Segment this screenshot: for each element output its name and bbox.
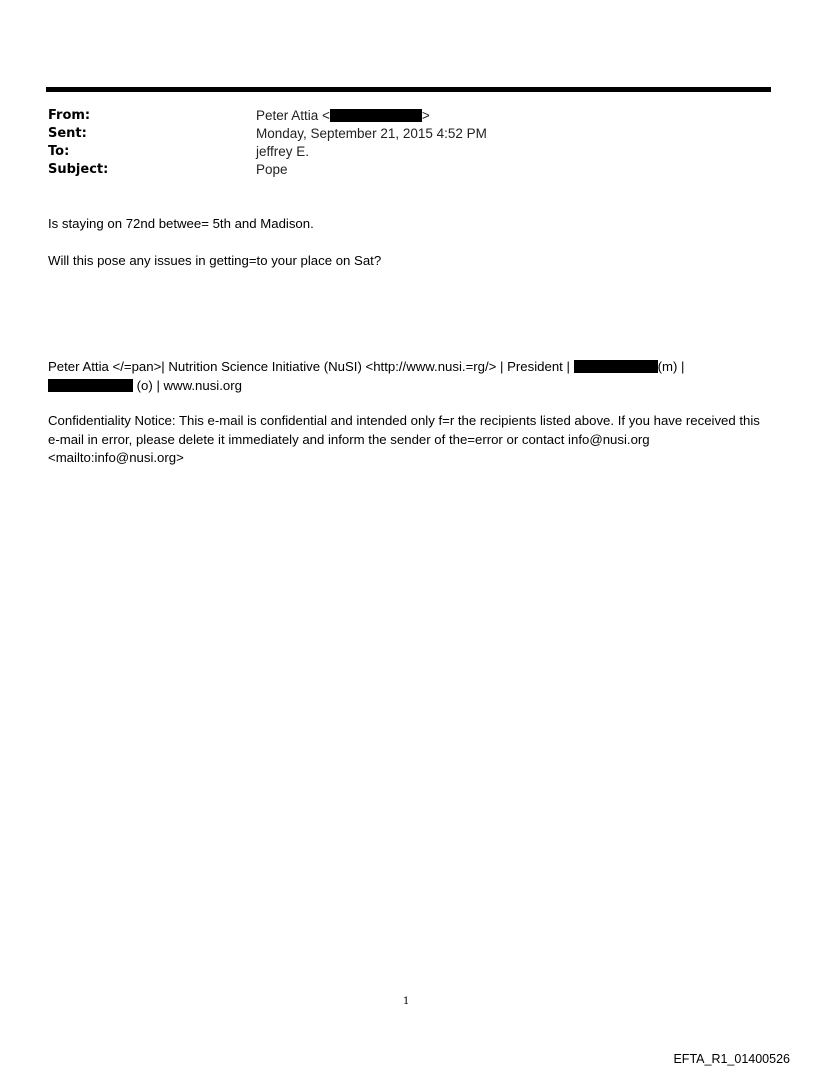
subject-value: Pope xyxy=(256,162,288,177)
redaction-block xyxy=(574,360,658,373)
signature-text-b: (m) | xyxy=(657,359,685,374)
signature-text-c: (o) | www.nusi.org xyxy=(133,378,242,393)
body-line-2: Will this pose any issues in getting=to your place on Sat? xyxy=(48,253,382,268)
confidentiality-notice: Confidentiality Notice: This e-mail is confidential and intended only f=r the recipients listed above. If you have received this e-mail in error, please delete it immediately and inform the sender of the=error or contact info@nusi.org <mailto:info@nusi.org> xyxy=(48,413,760,465)
signature-line-2 xyxy=(48,377,242,396)
page-number: 1 xyxy=(403,996,410,1007)
sent-label: Sent: xyxy=(48,126,87,141)
header-rule xyxy=(46,87,771,92)
from-value xyxy=(256,107,430,125)
document-id: EFTA_R1_01400526 xyxy=(673,1052,790,1066)
signature-line-1 xyxy=(48,358,684,377)
redaction-block xyxy=(330,109,422,122)
redaction-block xyxy=(48,379,133,392)
subject-label: Subject: xyxy=(48,162,109,177)
from-label: From: xyxy=(48,108,91,123)
from-suffix: > xyxy=(421,108,430,123)
sent-value: Monday, September 21, 2015 4:52 PM xyxy=(256,126,487,141)
to-label: To: xyxy=(48,144,70,159)
signature-text-a: Peter Attia </=pan>| Nutrition Science Initiative (NuSI) <http://www.nusi.=rg/> | President | xyxy=(48,359,574,374)
body-line-1: Is staying on 72nd betwee= 5th and Madison. xyxy=(48,216,314,231)
from-name: Peter Attia < xyxy=(256,108,330,123)
to-value: jeffrey E. xyxy=(256,144,310,159)
